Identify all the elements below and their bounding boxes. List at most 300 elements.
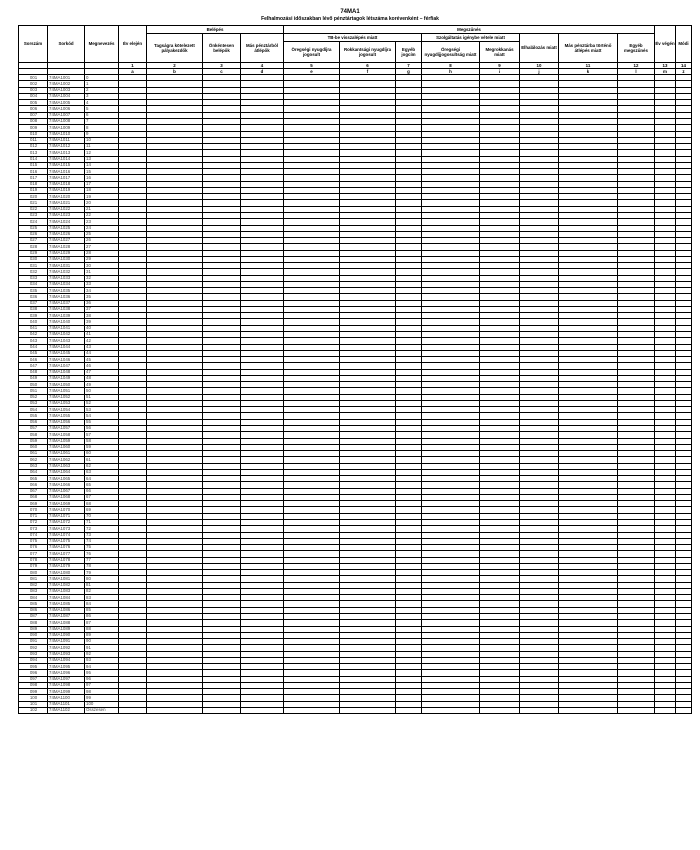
cell-megnevezes: 9 — [85, 131, 119, 137]
cell-megnevezes: 94 — [85, 664, 119, 670]
cell-sorszam: 023 — [19, 212, 48, 218]
header-oregsegi-nyugdijjogosultsag: Öregségi nyugdíjjogosultság miatt — [422, 42, 480, 63]
cell-sorkod: 74MA1094 — [48, 657, 85, 663]
cell-megnevezes: 25 — [85, 231, 119, 237]
cell-megnevezes: 15 — [85, 169, 119, 175]
cell-sorszam: 068 — [19, 494, 48, 500]
cell-sorkod: 74MA1085 — [48, 601, 85, 607]
cell-sorkod: 74MA1046 — [48, 357, 85, 363]
cell-sorkod: 74MA1084 — [48, 595, 85, 601]
cell-sorkod: 74MA1063 — [48, 463, 85, 469]
cell-sorkod: 74MA1039 — [48, 313, 85, 319]
cell-megnevezes: 27 — [85, 244, 119, 250]
cell-sorkod: 74MA1002 — [48, 81, 85, 87]
column-letter: i — [480, 69, 520, 75]
cell-sorkod: 74MA1048 — [48, 369, 85, 375]
data-cell[interactable] — [520, 707, 559, 713]
cell-megnevezes: 11 — [85, 144, 119, 150]
cell-sorkod: 74MA1020 — [48, 194, 85, 200]
cell-sorszam: 036 — [19, 294, 48, 300]
cell-sorkod: 74MA1059 — [48, 438, 85, 444]
cell-megnevezes: 90 — [85, 639, 119, 645]
cell-sorszam: 092 — [19, 645, 48, 651]
cell-megnevezes: 76 — [85, 551, 119, 557]
cell-sorkod: 74MA1058 — [48, 432, 85, 438]
header-tb-be: TB-be visszalépés miatt — [284, 34, 422, 42]
cell-sorszam: 026 — [19, 231, 48, 237]
column-number: 7 — [396, 63, 422, 69]
cell-megnevezes: 84 — [85, 601, 119, 607]
cell-sorszam: 078 — [19, 557, 48, 563]
cell-megnevezes: 17 — [85, 181, 119, 187]
cell-sorkod: 74MA1101 — [48, 701, 85, 707]
cell-sorszam: 033 — [19, 275, 48, 281]
cell-sorszam: 081 — [19, 576, 48, 582]
cell-sorkod: 74MA1072 — [48, 519, 85, 525]
cell-sorszam: 093 — [19, 651, 48, 657]
column-letter: z — [676, 69, 692, 75]
cell-sorkod: 74MA1079 — [48, 563, 85, 569]
cell-sorszam: 028 — [19, 244, 48, 250]
cell-sorkod: 74MA1025 — [48, 225, 85, 231]
cell-sorkod: 74MA1068 — [48, 494, 85, 500]
cell-sorkod: 74MA1027 — [48, 238, 85, 244]
cell-sorszam: 097 — [19, 676, 48, 682]
cell-sorkod: 74MA1097 — [48, 676, 85, 682]
cell-sorkod: 74MA1007 — [48, 112, 85, 118]
cell-sorkod: 74MA1001 — [48, 75, 85, 81]
data-cell[interactable] — [480, 707, 520, 713]
cell-sorszam: 072 — [19, 519, 48, 525]
cell-megnevezes: 18 — [85, 187, 119, 193]
cell-sorszam: 039 — [19, 313, 48, 319]
header-ev-vegen: Év végén — [655, 26, 676, 63]
cell-sorszam: 003 — [19, 87, 48, 93]
cell-megnevezes: 73 — [85, 532, 119, 538]
document-subtitle: Felhalmozási időszakban lévő pénztártagok létszáma korévenként – férfiak — [261, 16, 439, 22]
cell-megnevezes: 19 — [85, 194, 119, 200]
cell-megnevezes: 91 — [85, 645, 119, 651]
cell-sorszam: 018 — [19, 181, 48, 187]
column-letter: c — [203, 69, 241, 75]
cell-megnevezes: 58 — [85, 438, 119, 444]
cell-megnevezes: 23 — [85, 219, 119, 225]
cell-sorkod: 74MA1091 — [48, 639, 85, 645]
column-letter: j — [520, 69, 559, 75]
cell-sorkod: 74MA1034 — [48, 281, 85, 287]
cell-sorszam: 090 — [19, 632, 48, 638]
cell-sorkod: 74MA1030 — [48, 256, 85, 262]
cell-sorkod: 74MA1071 — [48, 513, 85, 519]
cell-sorkod: 74MA1054 — [48, 407, 85, 413]
cell-sorszam: 102 — [19, 707, 48, 713]
data-cell[interactable] — [422, 707, 480, 713]
cell-sorszam: 080 — [19, 570, 48, 576]
data-cell[interactable] — [241, 707, 284, 713]
cell-sorszam: 032 — [19, 269, 48, 275]
cell-sorkod: 74MA1037 — [48, 300, 85, 306]
data-table — [18, 25, 692, 714]
cell-sorkod: 74MA1016 — [48, 169, 85, 175]
cell-sorkod: 74MA1082 — [48, 582, 85, 588]
cell-megnevezes: 83 — [85, 595, 119, 601]
cell-sorkod: 74MA1009 — [48, 125, 85, 131]
cell-sorszam: 059 — [19, 438, 48, 444]
cell-sorszam: 004 — [19, 93, 48, 99]
cell-sorszam: 011 — [19, 137, 48, 143]
column-number: 4 — [241, 63, 284, 69]
cell-sorszam: 041 — [19, 325, 48, 331]
cell-sorkod: 74MA1035 — [48, 288, 85, 294]
cell-sorkod: 74MA1004 — [48, 93, 85, 99]
cell-sorkod: 74MA1026 — [48, 231, 85, 237]
cell-sorkod: 74MA1081 — [48, 576, 85, 582]
cell-sorkod: 74MA1102 — [48, 707, 85, 713]
cell-sorkod: 74MA1080 — [48, 570, 85, 576]
cell-sorszam: 055 — [19, 413, 48, 419]
cell-sorszam: 065 — [19, 476, 48, 482]
header-ev-elejen: Év elején — [119, 26, 147, 63]
header-egyeb-megszunes: Egyéb megszűnés — [618, 34, 655, 63]
cell-megnevezes: 42 — [85, 338, 119, 344]
cell-sorszam: 052 — [19, 394, 48, 400]
data-cell[interactable] — [340, 707, 396, 713]
cell-sorszam: 075 — [19, 538, 48, 544]
cell-sorkod: 74MA1021 — [48, 200, 85, 206]
cell-megnevezes: 1 — [85, 81, 119, 87]
cell-megnevezes: 89 — [85, 632, 119, 638]
header-elhalalozas: Elhalálozás miatt — [520, 34, 559, 63]
cell-sorszam: 017 — [19, 175, 48, 181]
cell-sorkod: 74MA1099 — [48, 689, 85, 695]
cell-sorszam: 005 — [19, 100, 48, 106]
cell-sorkod: 74MA1047 — [48, 363, 85, 369]
header-modi: Módi — [676, 26, 692, 63]
cell-sorkod: 74MA1069 — [48, 501, 85, 507]
cell-megnevezes: 8 — [85, 125, 119, 131]
cell-megnevezes: 44 — [85, 350, 119, 356]
header-sorkod: Sorkód — [48, 26, 85, 63]
cell-sorkod: 74MA1090 — [48, 632, 85, 638]
cell-sorszam: 034 — [19, 281, 48, 287]
cell-sorkod: 74MA1062 — [48, 457, 85, 463]
cell-sorszam: 101 — [19, 701, 48, 707]
column-letter: h — [422, 69, 480, 75]
cell-sorszam: 030 — [19, 256, 48, 262]
cell-sorkod: 74MA1086 — [48, 607, 85, 613]
cell-megnevezes: 0 — [85, 75, 119, 81]
cell-sorszam: 048 — [19, 369, 48, 375]
cell-sorszam: 040 — [19, 319, 48, 325]
cell-sorkod: 74MA1098 — [48, 682, 85, 688]
cell-sorkod: 74MA1055 — [48, 413, 85, 419]
cell-sorkod: 74MA1061 — [48, 451, 85, 457]
cell-sorkod: 74MA1014 — [48, 156, 85, 162]
header-belepes: Belépés — [147, 26, 284, 34]
data-cell[interactable] — [119, 707, 147, 713]
cell-megnevezes: 64 — [85, 476, 119, 482]
cell-sorszam: 002 — [19, 81, 48, 87]
cell-sorszam: 016 — [19, 169, 48, 175]
cell-sorkod: 74MA1092 — [48, 645, 85, 651]
header-mas-penztarbol: Más pénztárból átlépők — [241, 34, 284, 63]
cell-megnevezes: 60 — [85, 451, 119, 457]
cell-sorszam: 035 — [19, 288, 48, 294]
cell-megnevezes: 52 — [85, 400, 119, 406]
cell-sorszam: 094 — [19, 657, 48, 663]
cell-sorkod: 74MA1076 — [48, 545, 85, 551]
cell-sorkod: 74MA1078 — [48, 557, 85, 563]
column-letter: l — [618, 69, 655, 75]
cell-megnevezes: 16 — [85, 175, 119, 181]
header-onkentesen-belepok: Önkéntesen belépők — [203, 34, 241, 63]
cell-sorkod: 74MA1041 — [48, 325, 85, 331]
cell-sorkod: 74MA1022 — [48, 206, 85, 212]
cell-sorszam: 085 — [19, 601, 48, 607]
data-cell[interactable] — [284, 707, 340, 713]
cell-megnevezes: 39 — [85, 319, 119, 325]
cell-sorszam: 037 — [19, 300, 48, 306]
cell-megnevezes: 7 — [85, 118, 119, 124]
cell-megnevezes: 77 — [85, 557, 119, 563]
cell-megnevezes: 50 — [85, 388, 119, 394]
cell-megnevezes: 100 — [85, 701, 119, 707]
cell-sorszam: 008 — [19, 118, 48, 124]
cell-sorszam: 098 — [19, 682, 48, 688]
cell-sorkod: 74MA1045 — [48, 350, 85, 356]
cell-sorszam: 089 — [19, 626, 48, 632]
cell-sorkod: 74MA1023 — [48, 212, 85, 218]
cell-sorszam: 082 — [19, 582, 48, 588]
cell-megnevezes: 34 — [85, 288, 119, 294]
cell-megnevezes: 55 — [85, 419, 119, 425]
cell-sorszam: 031 — [19, 263, 48, 269]
cell-sorszam: 086 — [19, 607, 48, 613]
cell-sorkod: 74MA1012 — [48, 144, 85, 150]
cell-sorszam: 083 — [19, 588, 48, 594]
cell-megnevezes: 95 — [85, 670, 119, 676]
cell-megnevezes: 5 — [85, 106, 119, 112]
data-cell[interactable] — [676, 707, 692, 713]
cell-megnevezes: 35 — [85, 294, 119, 300]
data-cell[interactable] — [559, 707, 618, 713]
cell-sorszam: 079 — [19, 563, 48, 569]
cell-megnevezes: 97 — [85, 682, 119, 688]
cell-sorszam: 025 — [19, 225, 48, 231]
cell-sorszam: 010 — [19, 131, 48, 137]
document-title: 74MA1 — [340, 9, 360, 15]
column-number: 2 — [147, 63, 203, 69]
cell-megnevezes: 3 — [85, 93, 119, 99]
cell-sorszam: 091 — [19, 639, 48, 645]
cell-sorkod: 74MA1095 — [48, 664, 85, 670]
cell-sorkod: 74MA1087 — [48, 613, 85, 619]
cell-sorszam: 022 — [19, 206, 48, 212]
cell-sorkod: 74MA1015 — [48, 162, 85, 168]
cell-megnevezes: 28 — [85, 250, 119, 256]
cell-sorszam: 001 — [19, 75, 48, 81]
cell-sorszam: 087 — [19, 613, 48, 619]
cell-sorszam: 084 — [19, 595, 48, 601]
column-number: 13 — [655, 63, 676, 69]
cell-sorszam: 070 — [19, 507, 48, 513]
header-oregsegi-nyugdijra: Öregségi nyugdíjra jogosult — [284, 42, 340, 63]
cell-megnevezes: 69 — [85, 507, 119, 513]
header-megszunes: Megszűnés — [284, 26, 655, 34]
cell-megnevezes: 12 — [85, 150, 119, 156]
data-cell[interactable] — [396, 707, 422, 713]
data-cell[interactable] — [203, 707, 241, 713]
cell-megnevezes: 4 — [85, 100, 119, 106]
cell-sorkod: 74MA1010 — [48, 131, 85, 137]
cell-megnevezes: 70 — [85, 513, 119, 519]
cell-megnevezes: 53 — [85, 407, 119, 413]
cell-sorkod: 74MA1019 — [48, 187, 85, 193]
cell-sorkod: 74MA1043 — [48, 338, 85, 344]
cell-megnevezes: 56 — [85, 426, 119, 432]
column-letter: d — [241, 69, 284, 75]
cell-sorszam: 053 — [19, 400, 48, 406]
cell-sorkod: 74MA1089 — [48, 626, 85, 632]
cell-megnevezes: 86 — [85, 613, 119, 619]
cell-sorszam: 050 — [19, 382, 48, 388]
cell-sorszam: 021 — [19, 200, 48, 206]
cell-sorszam: 096 — [19, 670, 48, 676]
cell-megnevezes: 51 — [85, 394, 119, 400]
cell-sorkod: 74MA1008 — [48, 118, 85, 124]
cell-sorszam: 019 — [19, 187, 48, 193]
cell-sorszam: 060 — [19, 444, 48, 450]
cell-megnevezes: 72 — [85, 526, 119, 532]
column-letter: e — [284, 69, 340, 75]
cell-megnevezes: 24 — [85, 225, 119, 231]
cell-megnevezes: 80 — [85, 576, 119, 582]
column-letter: a — [119, 69, 147, 75]
cell-megnevezes: 99 — [85, 695, 119, 701]
column-number: 9 — [480, 63, 520, 69]
cell-sorkod: 74MA1067 — [48, 488, 85, 494]
cell-sorkod: 74MA1070 — [48, 507, 85, 513]
column-number: 11 — [559, 63, 618, 69]
cell-megnevezes: 78 — [85, 563, 119, 569]
cell-megnevezes: 30 — [85, 263, 119, 269]
cell-megnevezes: 87 — [85, 620, 119, 626]
cell-megnevezes: 74 — [85, 538, 119, 544]
cell-sorkod: 74MA1018 — [48, 181, 85, 187]
cell-sorkod: 74MA1056 — [48, 419, 85, 425]
header-mas-penztarba: Más pénztárba történő átlépés miatt — [559, 34, 618, 63]
cell-sorkod: 74MA1064 — [48, 469, 85, 475]
cell-sorkod: 74MA1038 — [48, 306, 85, 312]
cell-sorszam: 057 — [19, 426, 48, 432]
cell-sorkod: 74MA1006 — [48, 106, 85, 112]
cell-megnevezes: 61 — [85, 457, 119, 463]
cell-megnevezes: 75 — [85, 545, 119, 551]
cell-megnevezes: 33 — [85, 281, 119, 287]
cell-sorkod: 74MA1013 — [48, 150, 85, 156]
cell-megnevezes: 36 — [85, 300, 119, 306]
cell-megnevezes: 40 — [85, 325, 119, 331]
cell-megnevezes: 71 — [85, 519, 119, 525]
data-cell[interactable] — [655, 707, 676, 713]
data-cell[interactable] — [147, 707, 203, 713]
cell-sorszam: 047 — [19, 363, 48, 369]
table-row — [19, 707, 692, 713]
cell-sorszam: 077 — [19, 551, 48, 557]
data-cell[interactable] — [618, 707, 655, 713]
cell-sorkod: 74MA1003 — [48, 87, 85, 93]
cell-sorszam: 058 — [19, 432, 48, 438]
cell-sorszam: 100 — [19, 695, 48, 701]
cell-sorkod: 74MA1053 — [48, 400, 85, 406]
header-rokkantsagi: Rokkantsági nyugdíjra jogosult — [340, 42, 396, 63]
cell-sorszam: 071 — [19, 513, 48, 519]
column-letter: f — [340, 69, 396, 75]
cell-sorkod: 74MA1057 — [48, 426, 85, 432]
cell-megnevezes: 59 — [85, 444, 119, 450]
cell-sorkod: 74MA1066 — [48, 482, 85, 488]
cell-sorszam: 024 — [19, 219, 48, 225]
cell-sorkod: 74MA1060 — [48, 444, 85, 450]
cell-megnevezes: 57 — [85, 432, 119, 438]
cell-sorszam: 054 — [19, 407, 48, 413]
cell-megnevezes: 20 — [85, 200, 119, 206]
cell-sorkod: 74MA1024 — [48, 219, 85, 225]
header-megrokkanas: Megrokkanás miatt — [480, 42, 520, 63]
cell-sorkod: 74MA1011 — [48, 137, 85, 143]
cell-megnevezes: 45 — [85, 357, 119, 363]
cell-sorkod: 74MA1032 — [48, 269, 85, 275]
cell-sorkod: 74MA1017 — [48, 175, 85, 181]
cell-megnevezes: Összesen — [85, 707, 119, 713]
header-egyeb-jogcim: Egyéb jogcím — [396, 42, 422, 63]
cell-sorszam: 042 — [19, 332, 48, 338]
cell-sorkod: 74MA1077 — [48, 551, 85, 557]
cell-megnevezes: 79 — [85, 570, 119, 576]
cell-sorkod: 74MA1042 — [48, 332, 85, 338]
cell-sorszam: 067 — [19, 488, 48, 494]
column-number: 8 — [422, 63, 480, 69]
cell-sorszam: 013 — [19, 150, 48, 156]
cell-sorszam: 051 — [19, 388, 48, 394]
cell-sorszam: 095 — [19, 664, 48, 670]
header-megnevezes: Megnevezés — [85, 26, 119, 63]
cell-sorszam: 029 — [19, 250, 48, 256]
cell-sorszam: 045 — [19, 350, 48, 356]
cell-megnevezes: 37 — [85, 306, 119, 312]
cell-sorszam: 069 — [19, 501, 48, 507]
cell-sorszam: 061 — [19, 451, 48, 457]
cell-sorszam: 099 — [19, 689, 48, 695]
cell-megnevezes: 32 — [85, 275, 119, 281]
cell-sorkod: 74MA1050 — [48, 382, 85, 388]
cell-sorkod: 74MA1088 — [48, 620, 85, 626]
cell-sorszam: 006 — [19, 106, 48, 112]
cell-sorkod: 74MA1096 — [48, 670, 85, 676]
cell-sorszam: 007 — [19, 112, 48, 118]
column-number: 12 — [618, 63, 655, 69]
column-number: 3 — [203, 63, 241, 69]
cell-megnevezes: 38 — [85, 313, 119, 319]
cell-sorszam: 015 — [19, 162, 48, 168]
cell-sorkod: 74MA1005 — [48, 100, 85, 106]
cell-sorszam: 073 — [19, 526, 48, 532]
column-number: 14 — [676, 63, 692, 69]
cell-megnevezes: 81 — [85, 582, 119, 588]
cell-megnevezes: 88 — [85, 626, 119, 632]
cell-megnevezes: 49 — [85, 382, 119, 388]
cell-megnevezes: 96 — [85, 676, 119, 682]
